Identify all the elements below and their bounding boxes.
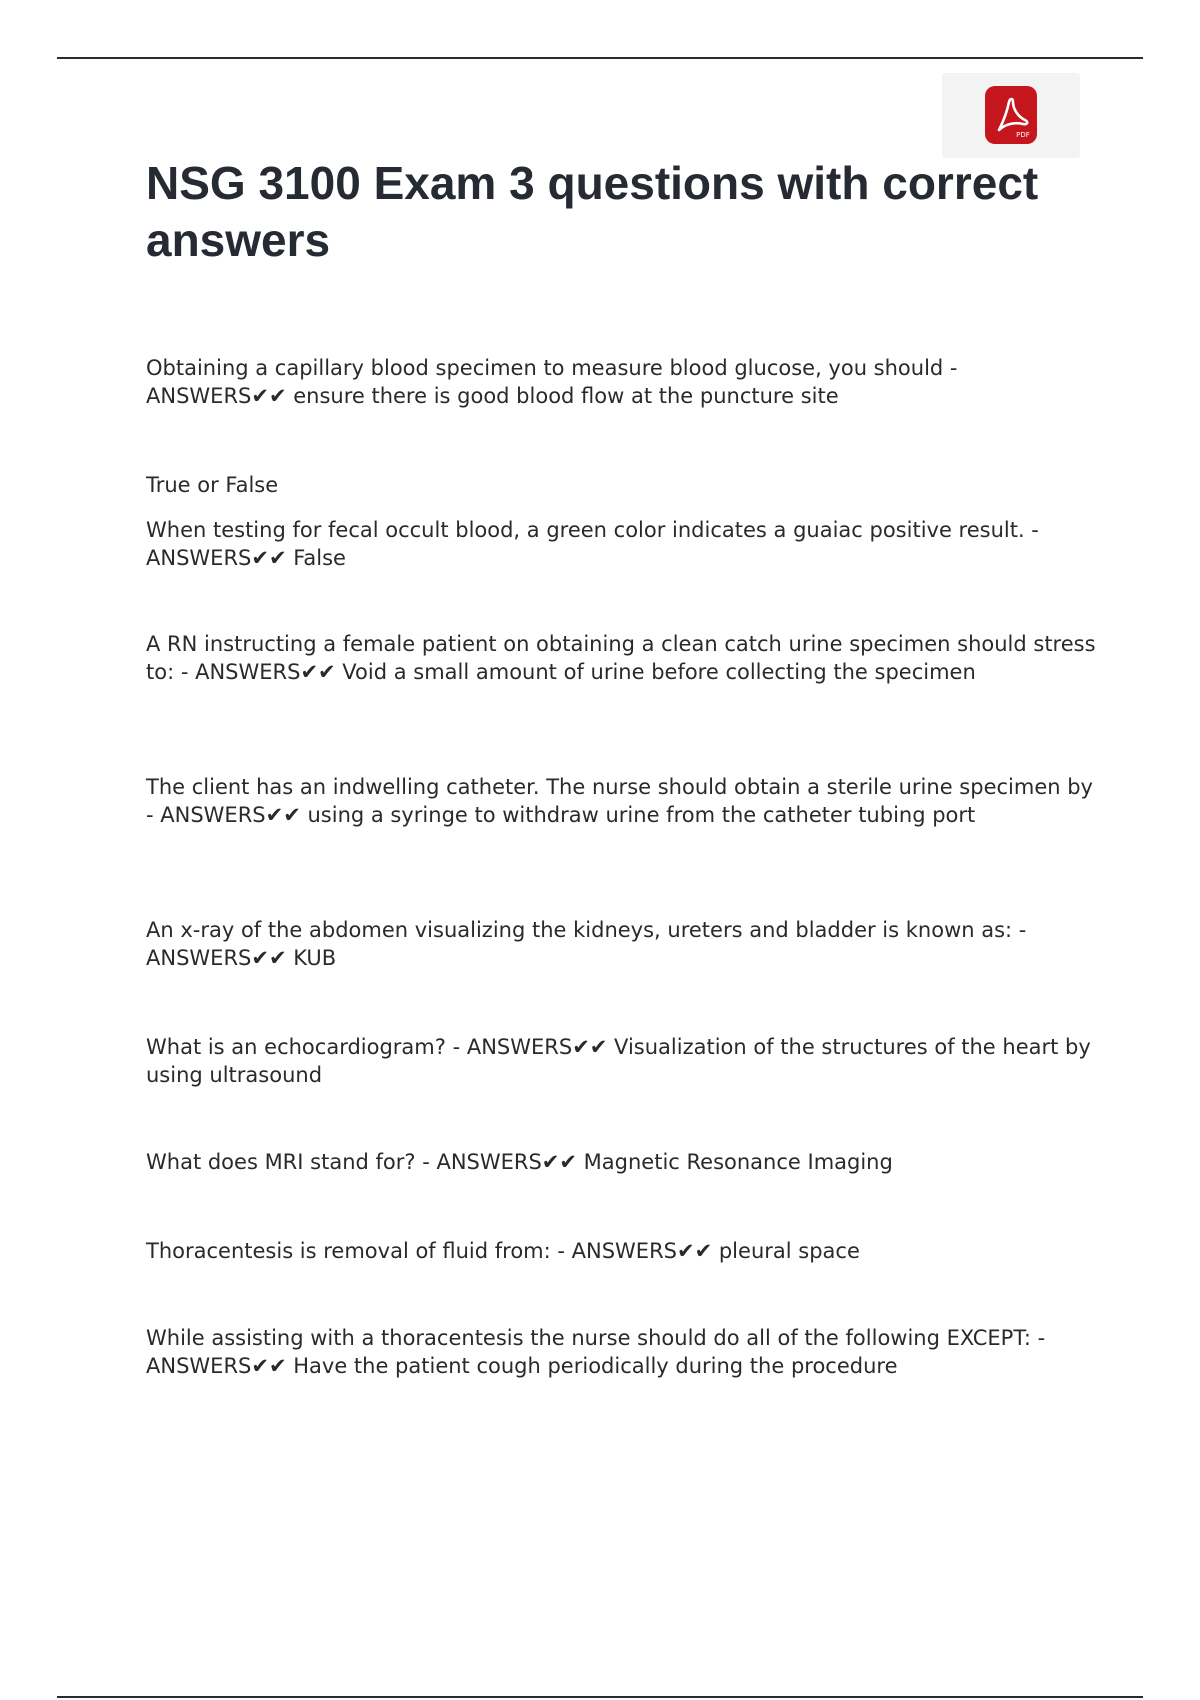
svg-text:PDF: PDF	[1016, 131, 1030, 139]
qa-item-9: Thoracentesis is removal of fluid from: - ANSWERS✔✔ pleural space	[146, 1239, 860, 1263]
qa-item-2: True or False	[146, 473, 279, 497]
qa-item-5: The client has an indwelling catheter. The nurse should obtain a sterile urine specimen by - ANSWERS✔✔ using a syringe to withdraw urine from the catheter tubing port	[146, 775, 1093, 827]
top-rule	[57, 57, 1143, 59]
pdf-file-icon	[985, 86, 1037, 144]
qa-item-1: Obtaining a capillary blood specimen to measure blood glucose, you should - ANSWERS✔✔ ensure there is good blood flow at the puncture site	[146, 356, 958, 408]
qa-item-4: A RN instructing a female patient on obtaining a clean catch urine specimen should stress to: - ANSWERS✔✔ Void a small amount of urine before collecting the specimen	[146, 632, 1096, 684]
qa-item-6: An x-ray of the abdomen visualizing the kidneys, ureters and bladder is known as: - ANSWERS✔✔ KUB	[146, 918, 1027, 970]
qa-item-3: When testing for fecal occult blood, a green color indicates a guaiac positive result. - ANSWERS✔✔ False	[146, 518, 1039, 570]
pdf-badge	[942, 73, 1080, 158]
document-title: NSG 3100 Exam 3 questions with correct answers	[146, 157, 1039, 266]
qa-item-7: What is an echocardiogram? - ANSWERS✔✔ Visualization of the structures of the heart by using ultrasound	[146, 1035, 1091, 1087]
bottom-rule	[57, 1696, 1143, 1698]
qa-item-10: While assisting with a thoracentesis the nurse should do all of the following EXCEPT: - ANSWERS✔✔ Have the patient cough periodically during the procedure	[146, 1326, 1046, 1378]
qa-item-8: What does MRI stand for? - ANSWERS✔✔ Magnetic Resonance Imaging	[146, 1150, 893, 1174]
